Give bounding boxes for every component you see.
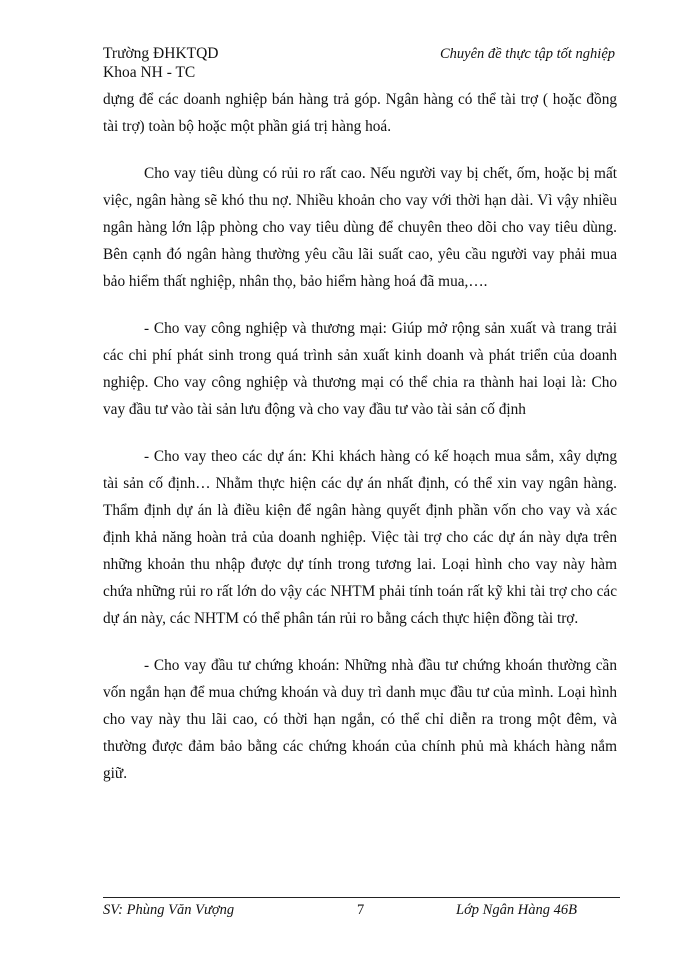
footer-divider xyxy=(103,897,620,898)
paragraph-project-loan: - Cho vay theo các dự án: Khi khách hàng có kế hoạch mua sắm, xây dựng tài sản cố định… Nhằm thực hiện các dự án nhất định, có thể xin vay ngân hàng. Thẩm định dự án là điều kiện để ngân hàng quyết định phần vốn cho vay và xác định khả năng hoàn trả của doanh nghiệp. Việc tài trợ cho các dự án này dựa trên những khoản thu nhập được dự tính trong tương lai. Loại hình cho vay này hàm chứa những rủi ro rất lớn do vậy các NHTM phải tính toán rất kỹ khi tài trợ cho các dự án này, các NHTM có thể phân tán rủi ro bằng cách thực hiện đồng tài trợ. xyxy=(103,448,617,627)
page-number: 7 xyxy=(357,902,365,918)
footer-student: SV: Phùng Văn Vượng xyxy=(103,902,235,918)
body-text xyxy=(103,86,617,807)
faculty-name: Khoa NH - TC xyxy=(103,64,196,81)
paragraph-continuation: dựng để các doanh nghiệp bán hàng trả góp. Ngân hàng có thể tài trợ ( hoặc đồng tài trợ) toàn bộ hoặc một phần giá trị hàng hoá. xyxy=(103,91,617,135)
footer-class: Lớp Ngân Hàng 46B xyxy=(456,902,577,918)
document-title: Chuyên đề thực tập tốt nghiệp xyxy=(440,46,616,62)
paragraph-industrial-commercial-loan: - Cho vay công nghiệp và thương mại: Giúp mở rộng sản xuất và trang trải các chi phí phát sinh trong quá trình sản xuất kinh doanh và phát triển của doanh nghiệp. Cho vay công nghiệp và thương mại có thể chia ra thành hai loại là: Cho vay đầu tư vào tài sản lưu động và cho vay đầu tư vào tài sản cố định xyxy=(103,320,617,418)
header-left xyxy=(103,44,219,82)
school-name: Trường ĐHKTQD xyxy=(103,45,219,62)
paragraph-consumer-loan-risk: Cho vay tiêu dùng có rủi ro rất cao. Nếu người vay bị chết, ốm, hoặc bị mất việc, ngân hàng sẽ khó thu nợ. Nhiều khoản cho vay với thời hạn dài. Vì vậy nhiều ngân hàng lớn lập phòng cho vay tiêu dùng để chuyên theo dõi cho vay tiêu dùng. Bên cạnh đó ngân hàng thường yêu cầu lãi suất cao, yêu cầu người vay phải mua bảo hiểm thất nghiệp, nhân thọ, bảo hiểm hàng hoá đã mua,…. xyxy=(103,165,617,290)
paragraph-securities-loan: - Cho vay đầu tư chứng khoán: Những nhà đầu tư chứng khoán thường cần vốn ngắn hạn để mua chứng khoán và duy trì danh mục đầu tư của mình. Loại hình cho vay này thu lãi cao, có thời hạn ngắn, có thể chỉ diễn ra trong một đêm, và thường được đảm bảo bằng các chứng khoán của chính phủ mà khách hàng nắm giữ. xyxy=(103,657,617,782)
